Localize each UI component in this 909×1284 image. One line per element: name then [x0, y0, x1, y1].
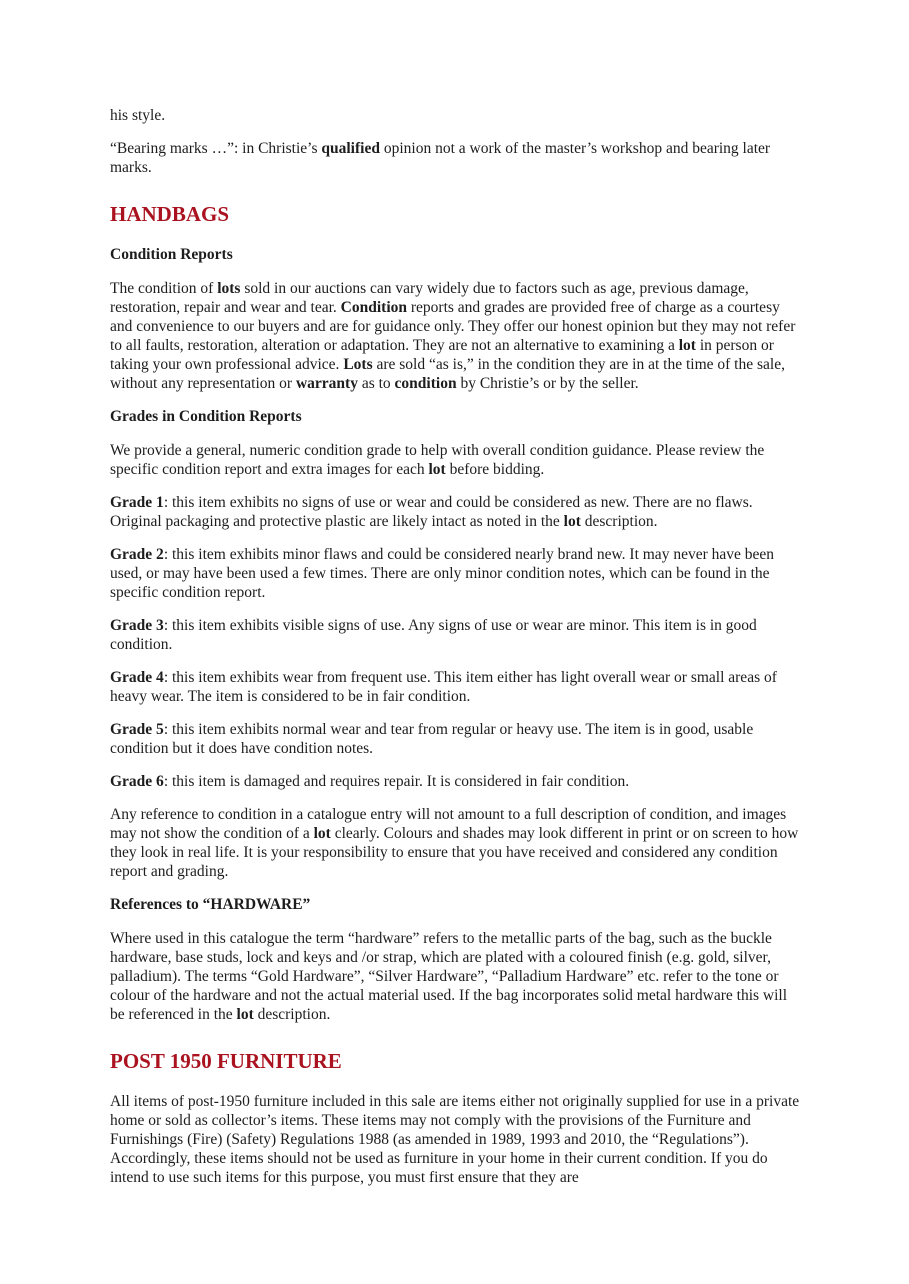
bold-text: Condition [340, 299, 408, 316]
paragraph [110, 139, 800, 177]
sub-heading: Condition Reports [110, 246, 233, 263]
text-run: Any reference to condition in a catalogue entry will not amount to a full description of condition, and images may not show the condition of a [110, 806, 787, 842]
bold-text: lot [236, 1006, 254, 1023]
paragraph [110, 279, 800, 393]
text-run: : this item exhibits wear from frequent use. This item either has light overall wear or small areas of heavy wear. The item is considered to be in fair condition. [110, 669, 777, 705]
bold-text: Grade 2 [110, 546, 164, 563]
paragraph [110, 616, 800, 654]
text-run: in person or taking your own professional advice. [110, 337, 774, 373]
text-run: description. [580, 513, 658, 530]
text-run: Where used in this catalogue the term “hardware” refers to the metallic parts of the bag, such as the buckle hardware, base studs, lock and keys and /or strap, which are plated with a coloured finish (e.g. gold, silver, palladium). The terms “Gold Hardware”, “Silver Hardware”, “Palladium Hardware” etc. refer to the tone or colour of the hardware and not the actual material used. If the bag incorporates solid metal hardware this will be referenced in the [110, 930, 788, 1023]
bold-text: condition [394, 375, 457, 392]
paragraph [110, 720, 800, 758]
sub-heading: References to “HARDWARE” [110, 896, 311, 913]
section-heading: POST 1950 FURNITURE [110, 1049, 342, 1073]
text-run: clearly. Colours and shades may look different in print or on screen to how they look in real life. It is your responsibility to ensure that you have received and considered any condition report and grading. [110, 825, 799, 880]
bold-text: lot [428, 461, 446, 478]
paragraph [110, 668, 800, 706]
section-heading: HANDBAGS [110, 202, 230, 226]
text-run: by Christie’s or by the seller. [456, 375, 639, 392]
bold-text: Grade 1 [110, 494, 164, 511]
text-run: We provide a general, numeric condition grade to help with overall condition guidance. Please review the specific condition report and extra images for each [110, 442, 765, 478]
paragraph [110, 1092, 800, 1187]
text-run: The condition of [110, 280, 218, 297]
bold-text: lot [678, 337, 696, 354]
paragraph [110, 106, 800, 125]
paragraph [110, 929, 800, 1024]
paragraph [110, 441, 800, 479]
text-run: opinion not a work of the master’s workshop and bearing later marks. [110, 140, 771, 176]
text-run: : this item exhibits no signs of use or wear and could be considered as new. There are no flaws. Original packaging and protective plastic are likely intact as noted in the [110, 494, 753, 530]
text-run: are sold “as is,” in the condition they are in at the time of the sale, without any representation or [110, 356, 785, 392]
text-run: his style. [110, 107, 166, 124]
bold-text: Grade 3 [110, 617, 164, 634]
paragraph [110, 493, 800, 531]
document-content [110, 106, 800, 1187]
text-run: All items of post-1950 furniture included in this sale are items either not originally supplied for use in a private home or sold as collector’s items. These items may not comply with the provisions of the Furniture and Furnishings (Fire) (Safety) Regulations 1988 (as amended in 1989, 1993 and 2010, the “Regulations”). Accordingly, these items should not be used as furniture in your home in their current condition. If you do intend to use such items for this purpose, you must first ensure that they are [110, 1093, 800, 1186]
text-run: : this item exhibits visible signs of use. Any signs of use or wear are minor. This item is in good condition. [110, 617, 757, 653]
text-run: : this item exhibits minor flaws and could be considered nearly brand new. It may never have been used, or may have been used a few times. There are only minor condition notes, which can be found in the specific condition report. [110, 546, 775, 601]
bold-text: lots [217, 280, 241, 297]
sub-heading: Grades in Condition Reports [110, 408, 302, 425]
text-run: as to [357, 375, 395, 392]
bold-text: lot [563, 513, 581, 530]
text-run: description. [253, 1006, 331, 1023]
text-run: : this item exhibits normal wear and tear from regular or heavy use. The item is in good, usable condition but it does have condition notes. [110, 721, 754, 757]
bold-text: lot [313, 825, 331, 842]
bold-text: qualified [321, 140, 380, 157]
paragraph [110, 805, 800, 881]
bold-text: Lots [343, 356, 373, 373]
bold-text: Grade 4 [110, 669, 164, 686]
paragraph [110, 772, 800, 791]
text-run: “Bearing marks …”: in Christie’s [110, 140, 322, 157]
paragraph [110, 545, 800, 602]
bold-text: Grade 5 [110, 721, 164, 738]
text-run: before bidding. [445, 461, 545, 478]
bold-text: warranty [295, 375, 358, 392]
text-run: : this item is damaged and requires repair. It is considered in fair condition. [163, 773, 630, 790]
text-run: reports and grades are provided free of charge as a courtesy and convenience to our buyers and are for guidance only. They offer our honest opinion but they may not refer to all faults, restoration, alteration or adaptation. They are not an alternative to examining a [110, 299, 796, 354]
bold-text: Grade 6 [110, 773, 164, 790]
text-run: sold in our auctions can vary widely due to factors such as age, previous damage, restoration, repair and wear and tear. [110, 280, 749, 316]
